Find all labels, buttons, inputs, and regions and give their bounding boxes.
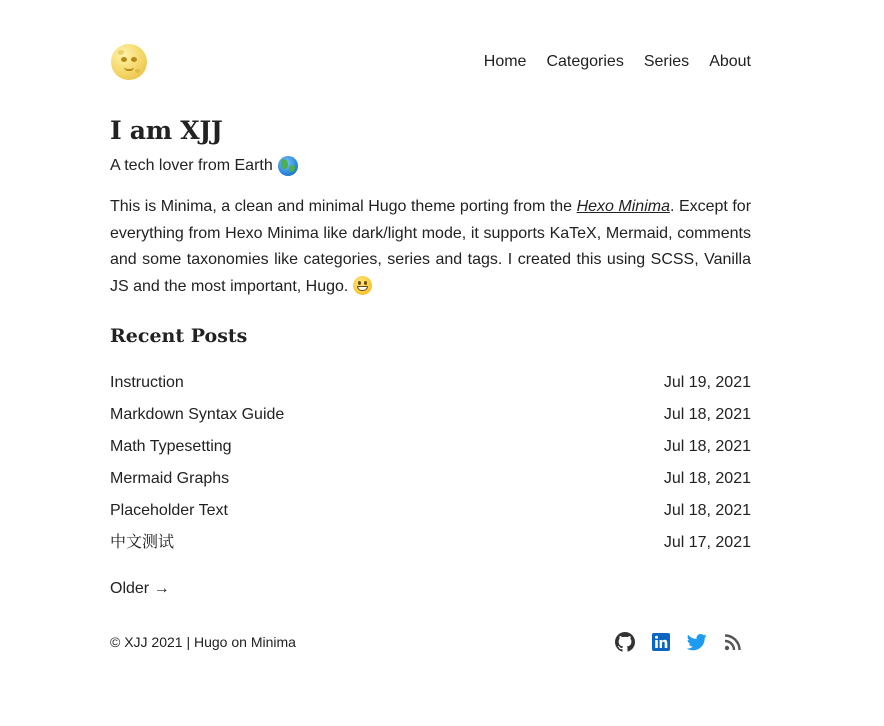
nav-about[interactable]: About	[709, 53, 751, 70]
list-item	[110, 530, 751, 562]
older-posts-link[interactable]: Older →	[110, 580, 170, 597]
site-header	[110, 44, 751, 82]
post-title-link[interactable]: Instruction	[110, 374, 184, 391]
post-title-link[interactable]: 中文测试	[110, 534, 175, 551]
copyright-text: © XJJ 2021 | Hugo on Minima	[110, 634, 296, 650]
github-icon[interactable]	[615, 632, 635, 652]
intro-text-before: This is Minima, a clean and minimal Hugo theme porting from the	[110, 198, 577, 215]
post-date: Jul 19, 2021	[663, 374, 751, 391]
post-title-link[interactable]: Markdown Syntax Guide	[110, 406, 285, 423]
grinning-face-icon	[353, 276, 372, 295]
twitter-icon[interactable]	[687, 632, 707, 652]
recent-posts-list	[110, 370, 751, 562]
social-links	[615, 632, 743, 652]
page-subtitle	[110, 156, 298, 176]
nav-series[interactable]: Series	[643, 53, 690, 70]
site-footer	[110, 632, 751, 656]
moon-face-logo-icon[interactable]	[111, 44, 147, 80]
nav-home[interactable]: Home	[483, 53, 527, 70]
list-item	[110, 402, 751, 434]
post-date: Jul 18, 2021	[663, 502, 751, 519]
intro-paragraph	[110, 194, 751, 300]
recent-posts-heading: Recent Posts	[110, 325, 248, 347]
rss-icon[interactable]	[723, 632, 743, 652]
post-title-link[interactable]: Placeholder Text	[110, 502, 228, 519]
page-title: I am XJJ	[110, 116, 223, 145]
post-date: Jul 18, 2021	[663, 470, 751, 487]
post-date: Jul 18, 2021	[663, 438, 751, 455]
subtitle-text: A tech lover from Earth	[110, 157, 273, 174]
list-item	[110, 370, 751, 402]
intro-text-after: . Except for everything from Hexo Minima like dark/light mode, it supports KaTeX, Mermaid, comments and some taxonomies like categories, series and tags. I created this using SCSS, Vanilla JS and the most important, Hugo.	[110, 198, 752, 295]
post-title-link[interactable]: Mermaid Graphs	[110, 470, 230, 487]
list-item	[110, 434, 751, 466]
nav-categories[interactable]: Categories	[546, 53, 624, 70]
list-item	[110, 466, 751, 498]
post-date: Jul 17, 2021	[663, 534, 751, 551]
linkedin-icon[interactable]	[651, 632, 671, 652]
post-date: Jul 18, 2021	[663, 406, 751, 423]
globe-icon	[278, 156, 298, 176]
post-title-link[interactable]: Math Typesetting	[110, 438, 232, 455]
list-item	[110, 498, 751, 530]
main-nav	[484, 53, 751, 71]
hexo-minima-link[interactable]: Hexo Minima	[576, 198, 670, 215]
